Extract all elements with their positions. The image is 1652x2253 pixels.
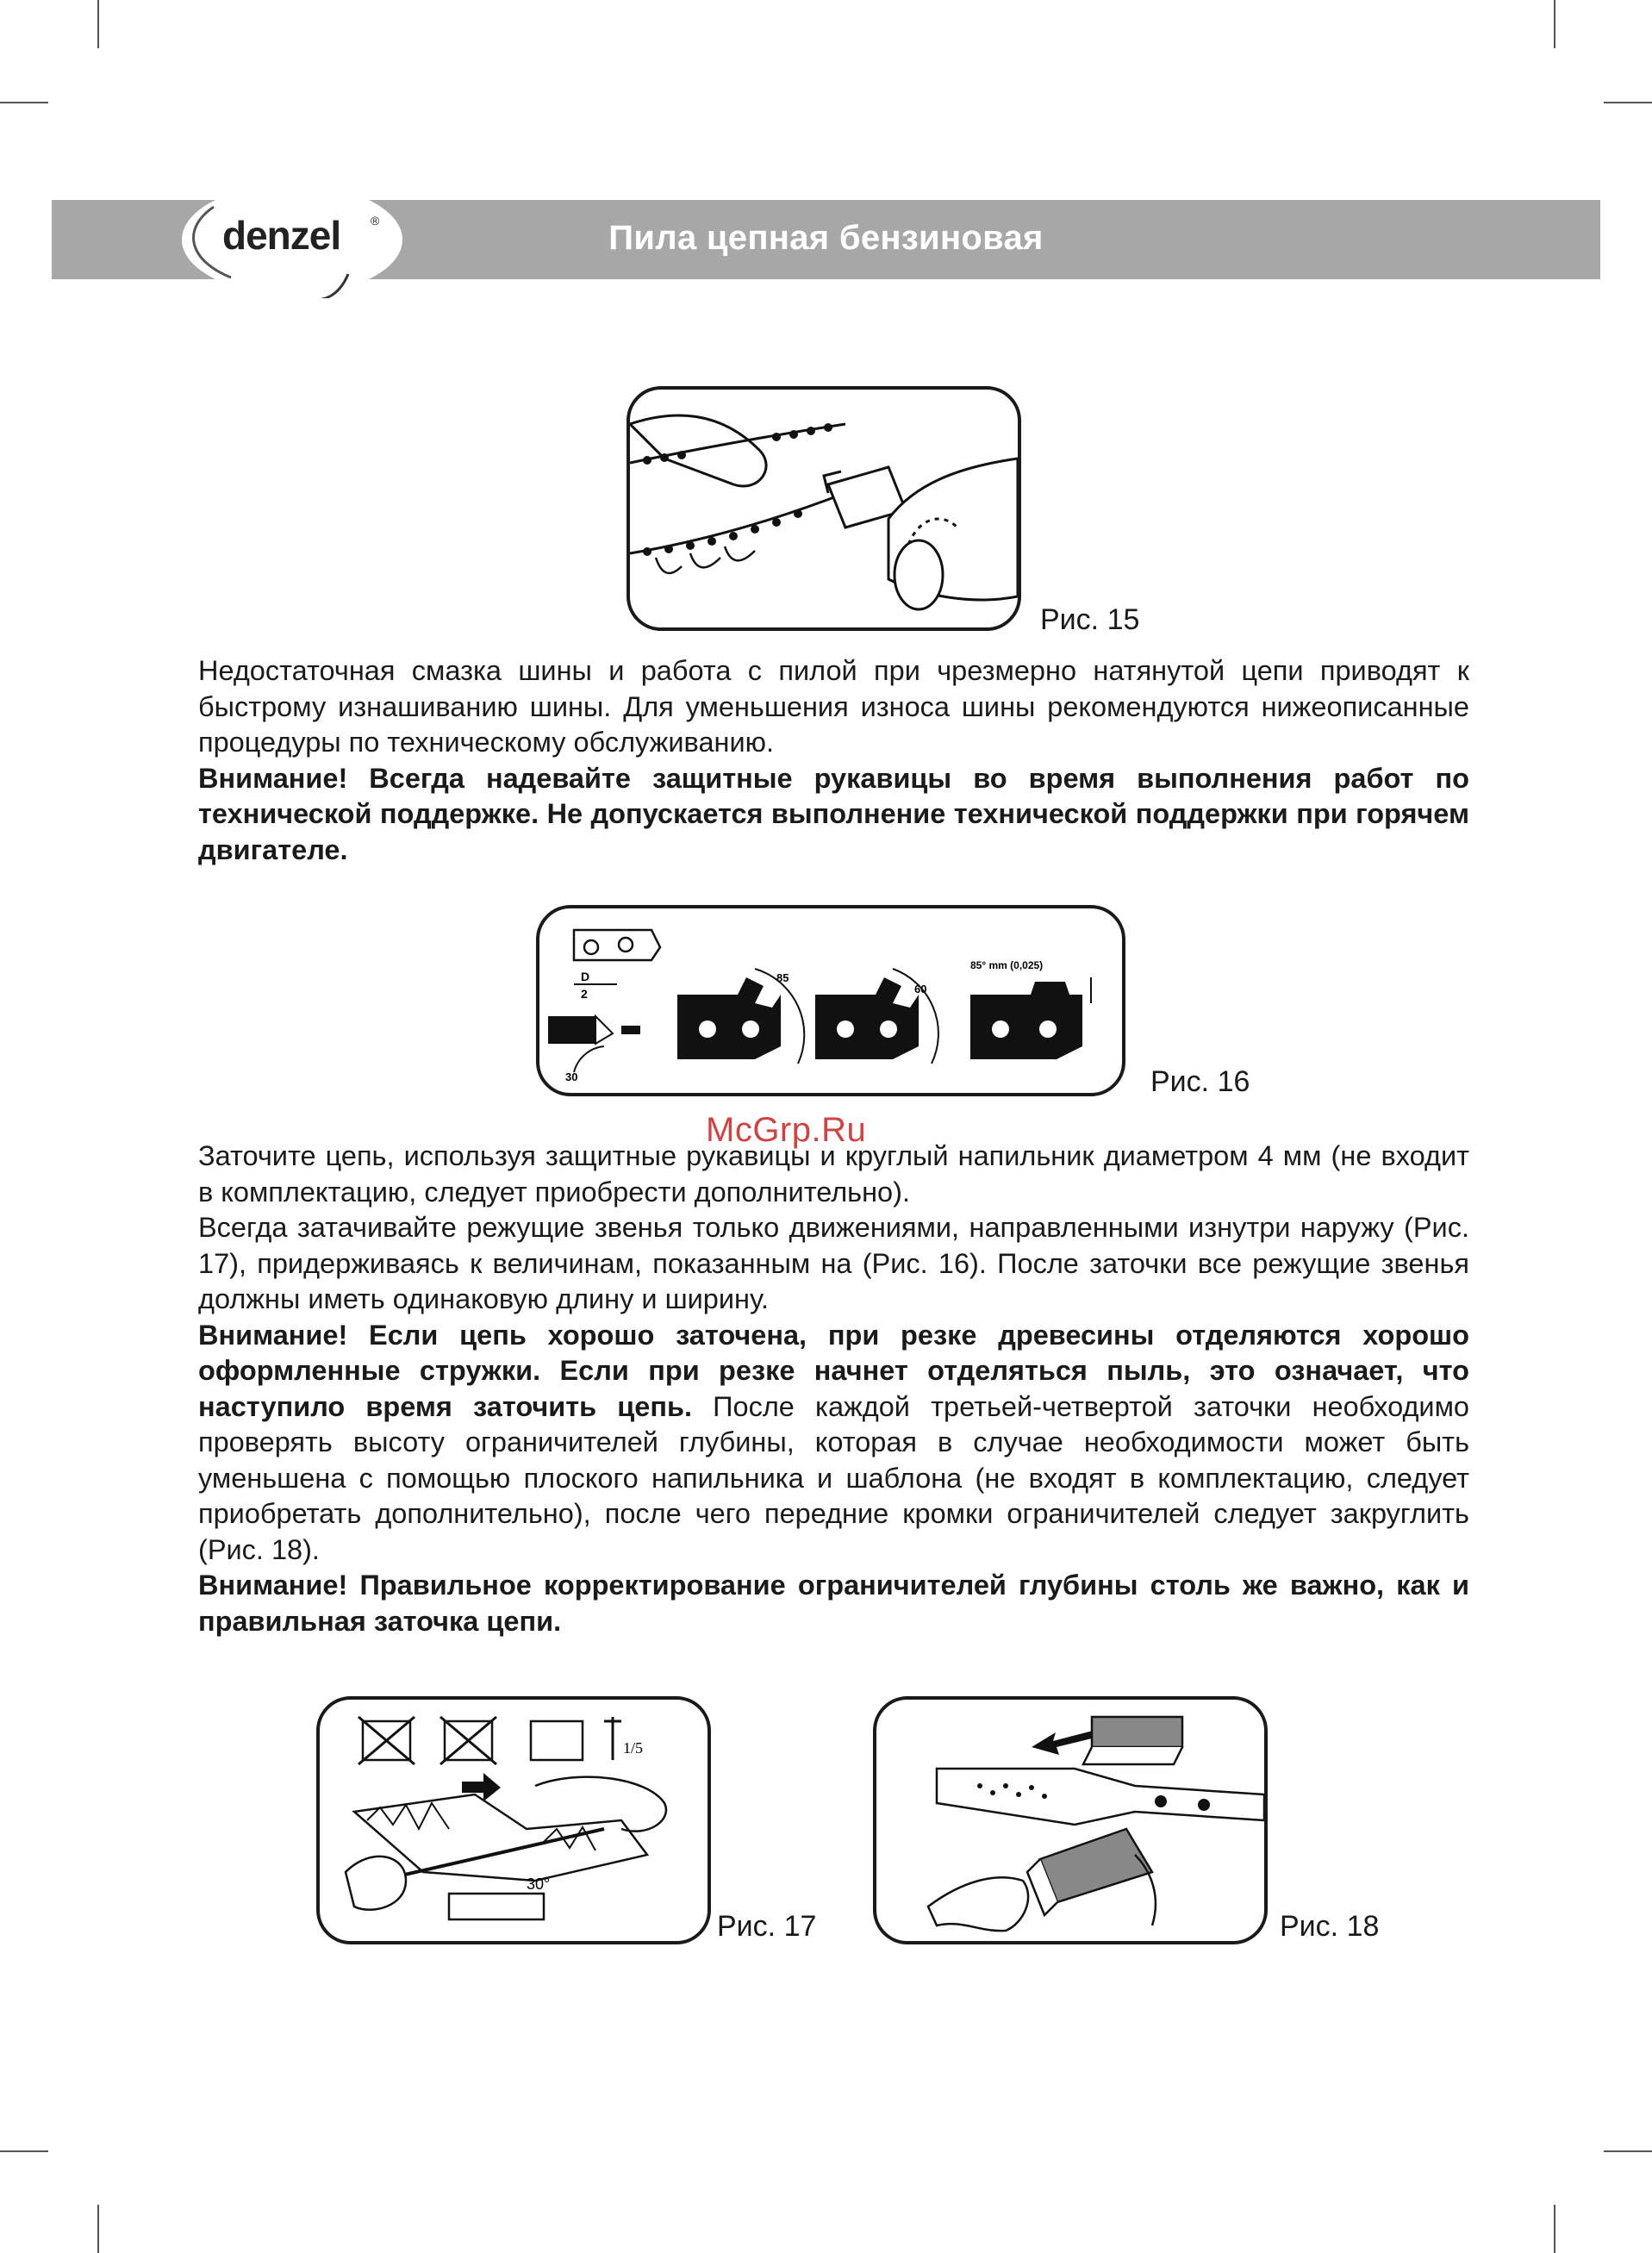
- figure-15-caption: Рис. 15: [1040, 603, 1140, 636]
- brand-name: denzel: [222, 213, 341, 258]
- paragraph-bar-wear: Недостаточная смазка шины и работа с пилой при чрезмерно натянутой цепи приводят к быстрому изнашиванию шины. Для уменьшения износа шины рекомендуются нижеописанные процедуры по техническому обслуживанию.: [198, 655, 1469, 758]
- crop-mark: [1554, 0, 1555, 48]
- paragraph-depth-gauge-warning: Внимание! Правильное корректирование ограничителей глубины столь же важно, как и правильная заточка цепи.: [198, 1570, 1469, 1637]
- paragraph-warning-gloves: Внимание! Всегда надевайте защитные рукавицы во время выполнения работ по технической поддержке. Не допускается выполнение технической поддержки при горячем двигателе.: [198, 762, 1469, 865]
- figure-18: [873, 1696, 1268, 1944]
- label-d: D: [581, 970, 590, 983]
- watermark: McGrp.Ru: [706, 1111, 867, 1149]
- warning-sharp-chain: Внимание! Если цепь хорошо заточена, при резке древесины отделяются хорошо оформленные стружки. Если при резке начнет отделяться пыль, это означает, что наступило время заточить цепь.: [198, 1319, 1469, 1422]
- crop-mark: [97, 0, 99, 48]
- paragraph-sharp-chain-warning: [198, 1318, 1469, 1569]
- label-fraction: 1/5: [623, 1739, 644, 1757]
- page-title: Пила цепная бензиновая: [608, 219, 1044, 257]
- label-half: 2: [581, 987, 588, 1001]
- label-angle-30: 30: [565, 1070, 578, 1083]
- crop-mark: [0, 102, 48, 103]
- registered-mark: ®: [371, 214, 380, 228]
- label-angle-85: 85: [776, 971, 789, 984]
- label-angle-30-deg: 30°: [527, 1875, 551, 1893]
- depth-gauge-text: После каждой третьей-четвертой заточки необходимо проверять высоту ограничителей глубины, которая в случае необходимости может быть уменьшена с помощью плоского напильника и шаблона (не входят в комплектацию, следует приобретать дополнительно), после чего передние кромки ограничителей следует закруглить (Рис. 18).: [198, 1390, 1470, 1565]
- label-angle-60: 60: [914, 983, 927, 995]
- depth-gauge-file-illustration: [876, 1700, 1264, 1941]
- figure-18-caption: Рис. 18: [1280, 1910, 1380, 1943]
- crop-mark: [1554, 2205, 1555, 2253]
- brand-logo: [179, 181, 405, 298]
- paragraph-sharpen-chain: Заточите цепь, используя защитные рукавицы и круглый напильник диаметром 4 мм (не входит в комплектацию, следует приобрести дополнительно).: [198, 1140, 1469, 1208]
- chain-lubrication-illustration: [630, 390, 1018, 627]
- text-block-1: [198, 653, 1469, 868]
- figure-17-caption: Рис. 17: [717, 1910, 817, 1943]
- crop-mark: [97, 2205, 99, 2253]
- text-block-2: [198, 1139, 1469, 1639]
- figure-16: [536, 905, 1125, 1096]
- crop-mark: [0, 2150, 48, 2152]
- label-gauge: 85° mm (0,025): [970, 959, 1044, 971]
- crop-mark: [1604, 2150, 1652, 2152]
- crop-mark: [1604, 102, 1652, 103]
- chain-sharpening-angles-diagram: [539, 908, 1122, 1093]
- figure-16-caption: Рис. 16: [1150, 1065, 1250, 1098]
- file-sharpening-illustration: [320, 1700, 708, 1941]
- figure-15: [627, 386, 1021, 631]
- paragraph-sharpen-direction: Всегда затачивайте режущие звенья только движениями, направленными изнутри наружу (Рис. 17), придерживаясь к величинам, показанным на (Рис. 16). После заточки все режущие звенья должны иметь одинаковую длину и ширину.: [198, 1212, 1469, 1314]
- figure-17: [316, 1696, 711, 1944]
